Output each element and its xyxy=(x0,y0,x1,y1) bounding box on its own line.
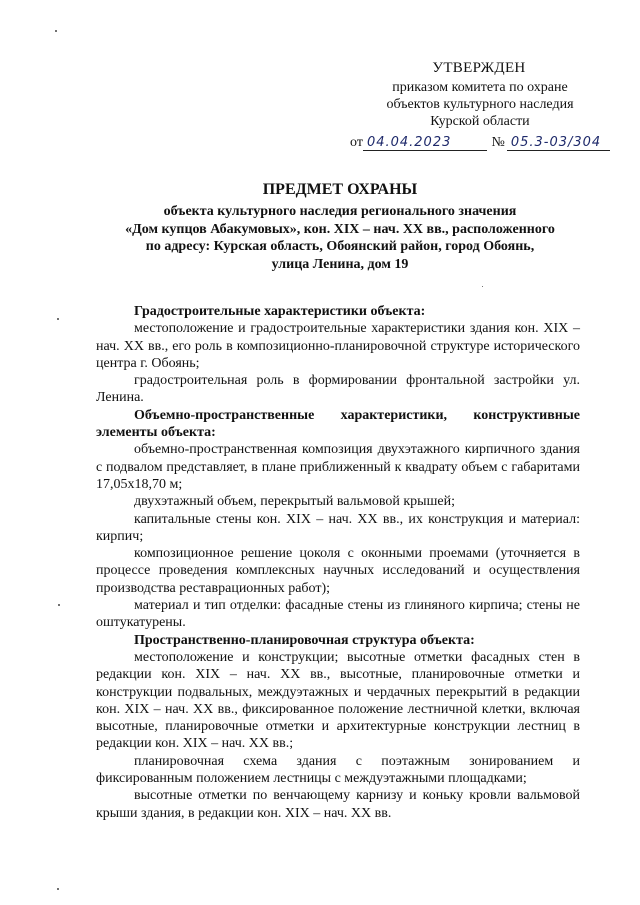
date-label: от xyxy=(350,135,363,150)
handwritten-number: 05.3-03/304 xyxy=(507,135,610,151)
title-line: «Дом купцов Абакумовых», кон. XIX – нач. XX вв., расположенного xyxy=(125,221,555,237)
body-paragraph: градостроительная роль в формировании фронтальной застройки ул. Ленина. xyxy=(96,373,580,406)
document-title-block xyxy=(90,180,590,273)
document-body xyxy=(96,303,580,822)
handwritten-date: 04.04.2023 xyxy=(363,135,488,151)
body-paragraph: двухэтажный объем, перекрытый вальмовой крышей; xyxy=(134,494,455,510)
scan-speck xyxy=(55,30,57,32)
body-paragraph: планировочная схема здания с поэтажным зонированием и фиксированным положением лестницы с междуэтажными площадками; xyxy=(96,753,580,787)
scan-speck xyxy=(57,318,59,320)
body-paragraph: композиционное решение цоколя с оконными проемами (уточняется в процессе проведения комплексных научных исследований и осуществления производства реставрационных работ); xyxy=(96,546,580,596)
body-paragraph: капитальные стены кон. XIX – нач. XX вв., их конструкция и материал: кирпич; xyxy=(96,511,580,544)
body-paragraph: материал и тип отделки: фасадные стены из глиняного кирпича; стены не оштукатурены. xyxy=(96,598,580,631)
section-heading: Пространственно-планировочная структура объекта: xyxy=(134,632,475,648)
section-heading: Объемно-пространственные характеристики, конструктивные элементы объекта: xyxy=(96,407,580,441)
approval-block xyxy=(330,60,610,151)
body-paragraph: высотные отметки по венчающему карнизу и коньку кровли вальмовой крыши здания, в редакции кон. XIX – нач. XX вв. xyxy=(96,788,580,821)
scan-speck xyxy=(58,604,60,606)
approval-heading: УТВЕРЖДЕН xyxy=(432,60,526,76)
body-paragraph: местоположение и конструкции; высотные отметки фасадных стен в редакции кон. XIX – нач. XX вв., высотные, планировочные отметки и конструкции подвальных, междуэтажных и чердачных перекрытий в редакции кон. XIX – нач. XX вв., фиксированное положение лестничной клетки, включая высотные, планировочные отметки и архитектурные конструкции лестниц в редакции кон. XIX – нач. XX вв.; xyxy=(96,649,580,752)
number-label: № xyxy=(491,135,505,150)
body-paragraph: объемно-пространственная композиция двухэтажного кирпичного здания с подвалом представляет, в плане приближенный к квадрату объем с габаритами 17,05х18,70 м; xyxy=(96,442,580,492)
document-title: ПРЕДМЕТ ОХРАНЫ xyxy=(262,181,418,198)
approval-line: Курской области xyxy=(430,114,530,129)
scan-speck xyxy=(57,888,59,890)
title-line: по адресу: Курская область, Обоянский район, город Обоянь, xyxy=(145,239,535,254)
body-paragraph: местоположение и градостроительные характеристики здания кон. XIX – нач. XX вв., его роль в композиционно-планировочной структуре исторического центра г. Обоянь; xyxy=(96,321,580,371)
title-line: объекта культурного наследия регионального значения xyxy=(163,204,517,219)
approval-line: объектов культурного наследия xyxy=(386,97,574,112)
title-line: улица Ленина, дом 19 xyxy=(271,256,409,272)
approval-line: приказом комитета по охране xyxy=(392,80,568,95)
section-heading: Градостроительные характеристики объекта: xyxy=(134,304,426,319)
approval-signature-line xyxy=(330,134,610,151)
scan-speck xyxy=(482,286,483,287)
